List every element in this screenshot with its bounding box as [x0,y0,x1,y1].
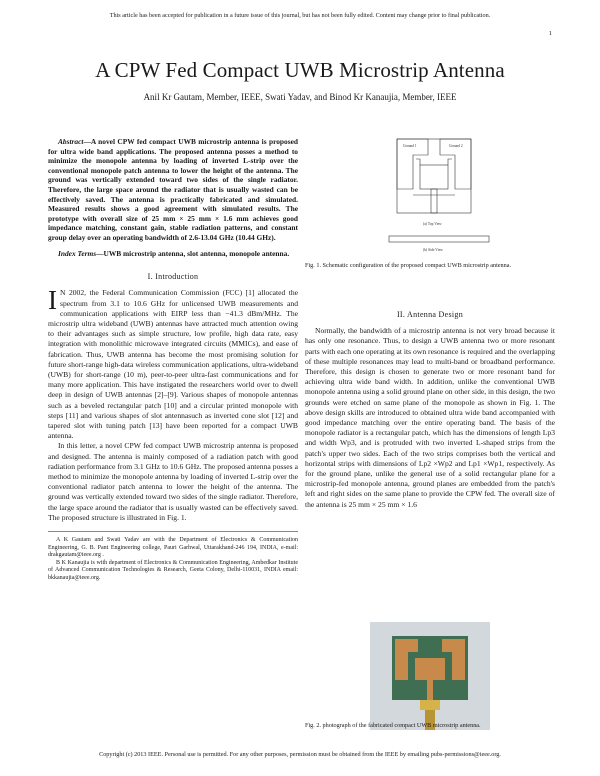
left-column [48,137,298,583]
design-paragraph-1: Normally, the bandwidth of a microstrip antenna is not very broad because it has only one resonance. Thus, to design a UWB antenna two or more resonant parts with each one operating at its own resonance is required and the overlapping of these multiple resonances may lead to multi-band or broadband performance. Therefore, this design is chosen to generate two or more resonant band for achieving ultra wide band width. In addition, unlike the conventional UWB monopole antenna using a solid ground plane on other side, in this design, the two grounds were etched on same plane of the monopole as shown in Fig. 1. The above design skills are introduced to obtained ultra wide band accompanied with good impedance matching over the entire operating band. The basis of the monopole radiator is a rectangular patch, which has the dimensions of length Lp3 and width Wp3, and is protruded with two inverted L-shaped strips from the patch's upper two sides. Each of the two strips comprises both the vertical and horizontal strips with dimensions of Lp2 ×Wp2 and Lp1 ×Wp1, respectively. As for the ground plane, unlike the general use of a solid rectangular plane for a microstrip-fed monopole antenna, ground planes are embedded from the patch's left and right sides on the same plane to provide the CPW fed. The overall size of the antenna is 25 mm × 25 mm × 1.6 [305,326,555,509]
ground-1-label: Ground 1 [403,144,417,148]
right-column [305,306,555,510]
pcb-feed [427,680,433,700]
drop-cap: I [48,285,57,316]
page-number: 1 [548,30,552,37]
figure-2-photo [370,622,490,730]
author-list: Anil Kr Gautam, Member, IEEE, Swati Yadav, and Binod Kr Kanaujia, Member, IEEE [143,92,457,102]
side-view-label: (b) Side View [423,248,443,252]
section-heading-introduction: I. Introduction [147,272,199,282]
left-l-strip [416,159,420,165]
substrate-outline [397,139,471,213]
section-heading-antenna-design: II. Antenna Design [396,310,464,319]
pcb-patch [415,658,445,680]
radiating-patch [420,165,448,189]
side-view-substrate [389,236,489,242]
copyright-footer: Copyright (c) 2013 IEEE. Personal use is permitted. For any other purposes, permission must be obtained from the IEEE by emailing pubs-permissions@ieee.org. [99,751,501,758]
index-terms [48,249,298,259]
abstract-text: —A novel CPW fed compact UWB microstrip antenna is proposed for ultra wide band applications. The proposed antenna posses a method to minimize the monopole antenna by loading of inverted L-strip over the conventional monopole patch antenna to lower the height of the antenna. The ground was vertically extended toward two sides of the single radiator. Therefore, the large space around the radiator that is usually wasted can be effectively saved. The antenna is practically fabricated and simulated. Measured results shows a good agreement with simulated results. The prototype with overall size of 25 mm × 25 mm × 1.6 mm achieves good impedance matching, constant gain, stable radiation patterns, and constant group delay over an operating bandwidth of 2.6-13.04 GHz (10.44 GHz). [48,137,298,242]
figure-2-caption: Fig. 2. photograph of the fabricated compact UWB microstrip antenna. [305,722,481,729]
accepted-notice: This article has been accepted for publication in a future issue of this journal, but has not been fully edited. Content may change prior to final publication. [109,12,491,19]
abstract-label: Abstract [58,137,84,146]
paper-title: A CPW Fed Compact UWB Microstrip Antenna [95,58,505,82]
cpw-feed-line [431,189,437,213]
index-terms-label: Index Terms [58,248,97,258]
footnote-2: B K Kanaujia is with department of Electronics & Communication Engineering, Ambedkar Institute of Advanced Communication Technologies & Research, Geeta Colony, Delhi-110031, INDIA email: bkkanaujia@ieee.org. [48,559,298,581]
right-l-strip [448,159,452,165]
abstract [48,137,298,243]
figure-1-schematic [383,133,543,258]
intro-paragraph-2: In this letter, a novel CPW fed compact UWB microstrip antenna is proposed and designed. The antenna is mainly composed of a radiation patch with good radiation performance from 3.1 GHz to 10.6 GHz. The proposed antenna posses a method to minimize the monopole antenna by loading of inverted L-strip over the conventional radiator patch antenna to lower the height of the antenna. The ground was vertically extended toward two sides of the single radiator. Therefore, the large space around the radiator that is usually wasted can be effectively saved. The proposed structure is illustrated in Fig. 1. [48,441,298,522]
ground-2-label: Ground 2 [449,144,463,148]
sma-connector [420,700,440,710]
figure-1-caption: Fig. 1. Schematic configuration of the proposed compact UWB microstrip antenna. [305,262,512,269]
index-terms-text: —UWB microstrip antenna, slot antenna, monopole antenna. [96,248,290,258]
footnote-1: A K Gautam and Swati Yadav are with the Department of Electronics & Communication Engineering, G. B. Pant Engineering college, Pauri Garhwal, Uttarakhand-246 194, INDIA, e-mail: drakgautam@ieee.org . [48,537,298,559]
author-footnotes [48,531,298,583]
top-view-label: (a) Top View [423,222,442,226]
intro-paragraph-1-text: N 2002, the Federal Communication Commission (FCC) [1] allocated the spectrum from 3.1 to 10.6 GHz for unlicensed UWB measurements and communication applications with EIRP less than −41.3 dBm/MHz. The microstrip ultra wideband (UWB) antennas have attracted much attention owing to their advantages such as simple structure, low profile, high data rate, easy integration with monolithic microwave integrated circuits (MMICs), and ease of fabrication. Thus, UWB antenna has become the most promising solution for future short-range high-data wireless communication applications, ultra-wideband (UWB) for short-range (10 m), peer-to-peer ultra-fast communications and for many more application. This have instigated the researchers world over to dwell deep in design of UWB antennas [2]–[9]. Various shapes of monopole antennas such as a beveled rectangular patch [10] and a circular printed monopole with steps [11] and various shapes of slot antennasuch as inverted cone slot [12] and tapered slot with tuning patch [13] have been reported for a compact UWB antenna. [48,288,298,441]
intro-paragraph-1 [48,285,298,441]
